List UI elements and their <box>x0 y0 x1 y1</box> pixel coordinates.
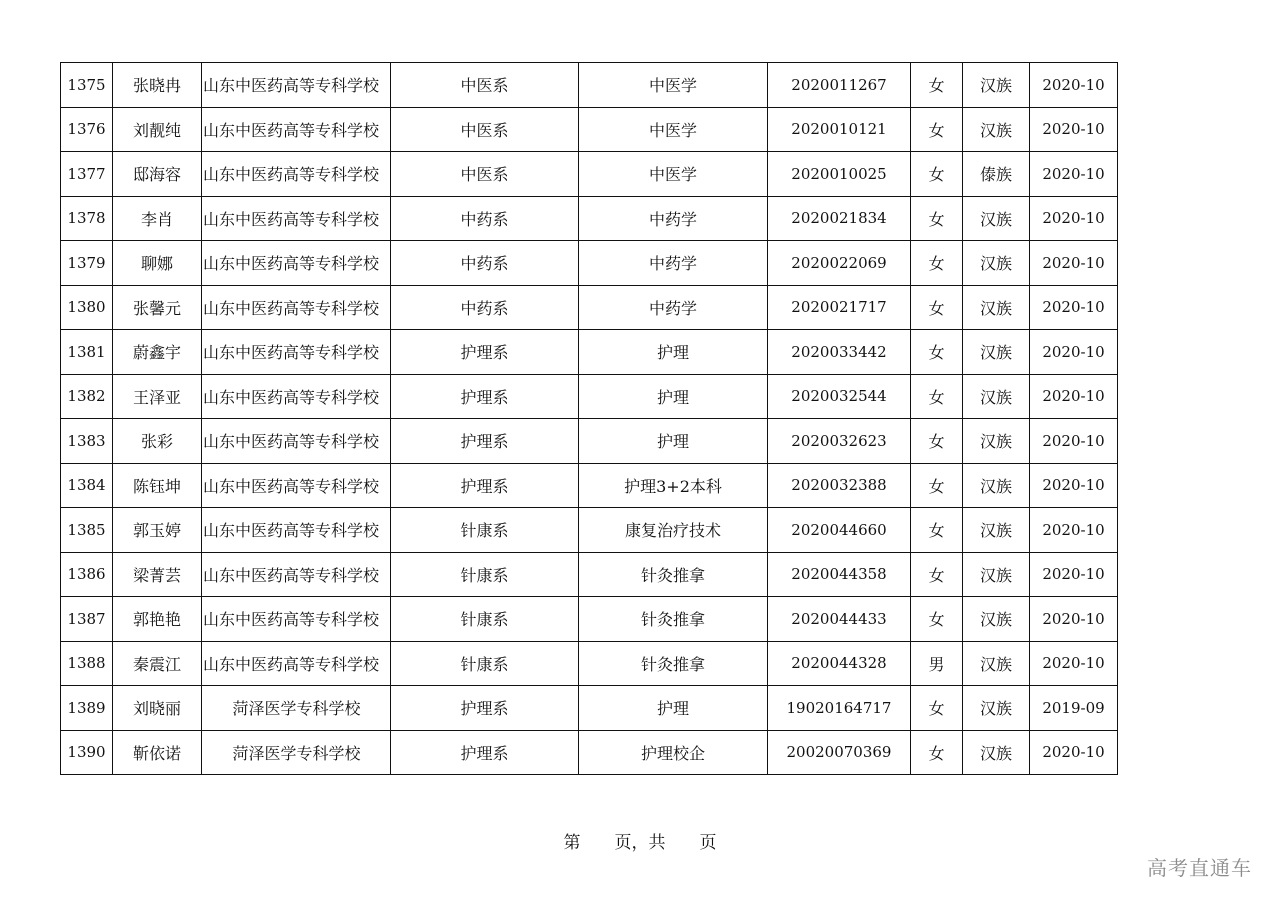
table-row <box>61 419 1118 464</box>
cell-student-id: 2020044358 <box>768 552 911 597</box>
cell-name: 梁菁芸 <box>113 552 202 597</box>
cell-school: 菏泽医学专科学校 <box>202 730 391 775</box>
cell-department: 中医系 <box>391 152 579 197</box>
cell-school: 山东中医药高等专科学校 <box>202 330 391 375</box>
table-row <box>61 552 1118 597</box>
cell-gender: 女 <box>911 597 963 642</box>
cell-name: 郭艳艳 <box>113 597 202 642</box>
cell-ethnicity: 汉族 <box>963 330 1030 375</box>
cell-gender: 女 <box>911 330 963 375</box>
cell-department: 护理系 <box>391 330 579 375</box>
cell-ethnicity: 汉族 <box>963 552 1030 597</box>
cell-department: 中药系 <box>391 196 579 241</box>
cell-department: 护理系 <box>391 419 579 464</box>
cell-number: 1380 <box>61 285 113 330</box>
cell-ethnicity: 汉族 <box>963 63 1030 108</box>
cell-ethnicity: 汉族 <box>963 686 1030 731</box>
cell-major: 护理 <box>579 419 768 464</box>
cell-date: 2020-10 <box>1030 196 1118 241</box>
cell-ethnicity: 汉族 <box>963 107 1030 152</box>
cell-name: 李肖 <box>113 196 202 241</box>
cell-date: 2020-10 <box>1030 730 1118 775</box>
cell-number: 1385 <box>61 508 113 553</box>
cell-student-id: 2020011267 <box>768 63 911 108</box>
cell-name: 蔚鑫宇 <box>113 330 202 375</box>
cell-student-id: 19020164717 <box>768 686 911 731</box>
table-body <box>61 63 1118 775</box>
cell-department: 护理系 <box>391 686 579 731</box>
table-row <box>61 374 1118 419</box>
cell-student-id: 2020010025 <box>768 152 911 197</box>
cell-number: 1375 <box>61 63 113 108</box>
cell-date: 2020-10 <box>1030 597 1118 642</box>
cell-number: 1386 <box>61 552 113 597</box>
cell-date: 2020-10 <box>1030 330 1118 375</box>
cell-ethnicity: 汉族 <box>963 597 1030 642</box>
cell-name: 靳依诺 <box>113 730 202 775</box>
cell-number: 1376 <box>61 107 113 152</box>
cell-major: 中药学 <box>579 196 768 241</box>
cell-student-id: 2020044660 <box>768 508 911 553</box>
cell-date: 2020-10 <box>1030 419 1118 464</box>
cell-date: 2020-10 <box>1030 152 1118 197</box>
cell-student-id: 2020032388 <box>768 463 911 508</box>
cell-department: 中药系 <box>391 285 579 330</box>
cell-student-id: 2020010121 <box>768 107 911 152</box>
table-row <box>61 463 1118 508</box>
cell-name: 刘靓纯 <box>113 107 202 152</box>
cell-student-id: 2020021834 <box>768 196 911 241</box>
cell-major: 中药学 <box>579 241 768 286</box>
cell-student-id: 2020033442 <box>768 330 911 375</box>
cell-ethnicity: 汉族 <box>963 374 1030 419</box>
watermark: 高考直通车 <box>1147 856 1252 880</box>
cell-date: 2020-10 <box>1030 285 1118 330</box>
cell-major: 中医学 <box>579 63 768 108</box>
cell-major: 护理 <box>579 330 768 375</box>
cell-major: 护理校企 <box>579 730 768 775</box>
table-row <box>61 330 1118 375</box>
cell-name: 秦震江 <box>113 641 202 686</box>
cell-department: 针康系 <box>391 597 579 642</box>
page-footer <box>0 828 1280 853</box>
cell-major: 针灸推拿 <box>579 597 768 642</box>
cell-date: 2020-10 <box>1030 63 1118 108</box>
cell-major: 护理3+2本科 <box>579 463 768 508</box>
cell-student-id: 20020070369 <box>768 730 911 775</box>
table-row <box>61 152 1118 197</box>
table-row <box>61 686 1118 731</box>
cell-student-id: 2020044328 <box>768 641 911 686</box>
cell-name: 刘晓丽 <box>113 686 202 731</box>
cell-gender: 女 <box>911 730 963 775</box>
cell-number: 1379 <box>61 241 113 286</box>
cell-department: 针康系 <box>391 552 579 597</box>
cell-date: 2020-10 <box>1030 374 1118 419</box>
cell-major: 护理 <box>579 686 768 731</box>
cell-gender: 女 <box>911 63 963 108</box>
cell-major: 中药学 <box>579 285 768 330</box>
table-row <box>61 196 1118 241</box>
table-row <box>61 63 1118 108</box>
cell-ethnicity: 汉族 <box>963 463 1030 508</box>
cell-student-id: 2020032544 <box>768 374 911 419</box>
cell-major: 中医学 <box>579 107 768 152</box>
cell-number: 1388 <box>61 641 113 686</box>
cell-ethnicity: 汉族 <box>963 508 1030 553</box>
cell-date: 2020-10 <box>1030 463 1118 508</box>
cell-department: 护理系 <box>391 463 579 508</box>
cell-gender: 女 <box>911 285 963 330</box>
footer-total-label: 页，共 <box>614 833 666 853</box>
cell-school: 山东中医药高等专科学校 <box>202 196 391 241</box>
cell-name: 张馨元 <box>113 285 202 330</box>
cell-date: 2020-10 <box>1030 641 1118 686</box>
cell-department: 中医系 <box>391 63 579 108</box>
cell-school: 菏泽医学专科学校 <box>202 686 391 731</box>
cell-school: 山东中医药高等专科学校 <box>202 374 391 419</box>
table-row <box>61 597 1118 642</box>
cell-school: 山东中医药高等专科学校 <box>202 641 391 686</box>
cell-major: 针灸推拿 <box>579 641 768 686</box>
cell-name: 张彩 <box>113 419 202 464</box>
cell-school: 山东中医药高等专科学校 <box>202 508 391 553</box>
cell-date: 2020-10 <box>1030 552 1118 597</box>
cell-school: 山东中医药高等专科学校 <box>202 552 391 597</box>
cell-gender: 女 <box>911 107 963 152</box>
cell-department: 中药系 <box>391 241 579 286</box>
cell-number: 1387 <box>61 597 113 642</box>
cell-gender: 女 <box>911 196 963 241</box>
table-row <box>61 641 1118 686</box>
cell-school: 山东中医药高等专科学校 <box>202 597 391 642</box>
cell-department: 针康系 <box>391 641 579 686</box>
cell-ethnicity: 汉族 <box>963 285 1030 330</box>
cell-date: 2019-09 <box>1030 686 1118 731</box>
cell-number: 1389 <box>61 686 113 731</box>
cell-gender: 女 <box>911 508 963 553</box>
cell-name: 张晓冉 <box>113 63 202 108</box>
cell-school: 山东中医药高等专科学校 <box>202 63 391 108</box>
cell-school: 山东中医药高等专科学校 <box>202 285 391 330</box>
cell-major: 康复治疗技术 <box>579 508 768 553</box>
cell-date: 2020-10 <box>1030 508 1118 553</box>
cell-number: 1381 <box>61 330 113 375</box>
cell-number: 1382 <box>61 374 113 419</box>
cell-school: 山东中医药高等专科学校 <box>202 241 391 286</box>
cell-major: 针灸推拿 <box>579 552 768 597</box>
table-row <box>61 241 1118 286</box>
cell-school: 山东中医药高等专科学校 <box>202 419 391 464</box>
cell-name: 聊娜 <box>113 241 202 286</box>
cell-date: 2020-10 <box>1030 107 1118 152</box>
cell-gender: 女 <box>911 419 963 464</box>
cell-department: 护理系 <box>391 374 579 419</box>
cell-school: 山东中医药高等专科学校 <box>202 107 391 152</box>
cell-major: 中医学 <box>579 152 768 197</box>
cell-department: 中医系 <box>391 107 579 152</box>
cell-number: 1378 <box>61 196 113 241</box>
cell-gender: 女 <box>911 241 963 286</box>
cell-gender: 女 <box>911 152 963 197</box>
cell-gender: 男 <box>911 641 963 686</box>
cell-student-id: 2020021717 <box>768 285 911 330</box>
cell-ethnicity: 汉族 <box>963 641 1030 686</box>
cell-gender: 女 <box>911 686 963 731</box>
cell-department: 针康系 <box>391 508 579 553</box>
cell-ethnicity: 汉族 <box>963 241 1030 286</box>
cell-name: 郭玉婷 <box>113 508 202 553</box>
cell-student-id: 2020022069 <box>768 241 911 286</box>
cell-ethnicity: 汉族 <box>963 730 1030 775</box>
cell-gender: 女 <box>911 463 963 508</box>
cell-ethnicity: 傣族 <box>963 152 1030 197</box>
cell-student-id: 2020032623 <box>768 419 911 464</box>
cell-name: 邸海容 <box>113 152 202 197</box>
cell-name: 陈钰坤 <box>113 463 202 508</box>
cell-department: 护理系 <box>391 730 579 775</box>
table-row <box>61 730 1118 775</box>
cell-ethnicity: 汉族 <box>963 419 1030 464</box>
cell-school: 山东中医药高等专科学校 <box>202 463 391 508</box>
cell-gender: 女 <box>911 552 963 597</box>
table-row <box>61 107 1118 152</box>
cell-number: 1384 <box>61 463 113 508</box>
cell-date: 2020-10 <box>1030 241 1118 286</box>
table-row <box>61 508 1118 553</box>
cell-number: 1383 <box>61 419 113 464</box>
student-table <box>60 62 1118 775</box>
cell-school: 山东中医药高等专科学校 <box>202 152 391 197</box>
cell-name: 王泽亚 <box>113 374 202 419</box>
footer-page-suffix: 页 <box>699 833 717 853</box>
cell-student-id: 2020044433 <box>768 597 911 642</box>
footer-page-label: 第 <box>563 833 581 853</box>
cell-ethnicity: 汉族 <box>963 196 1030 241</box>
table-row <box>61 285 1118 330</box>
cell-gender: 女 <box>911 374 963 419</box>
cell-number: 1377 <box>61 152 113 197</box>
cell-number: 1390 <box>61 730 113 775</box>
cell-major: 护理 <box>579 374 768 419</box>
